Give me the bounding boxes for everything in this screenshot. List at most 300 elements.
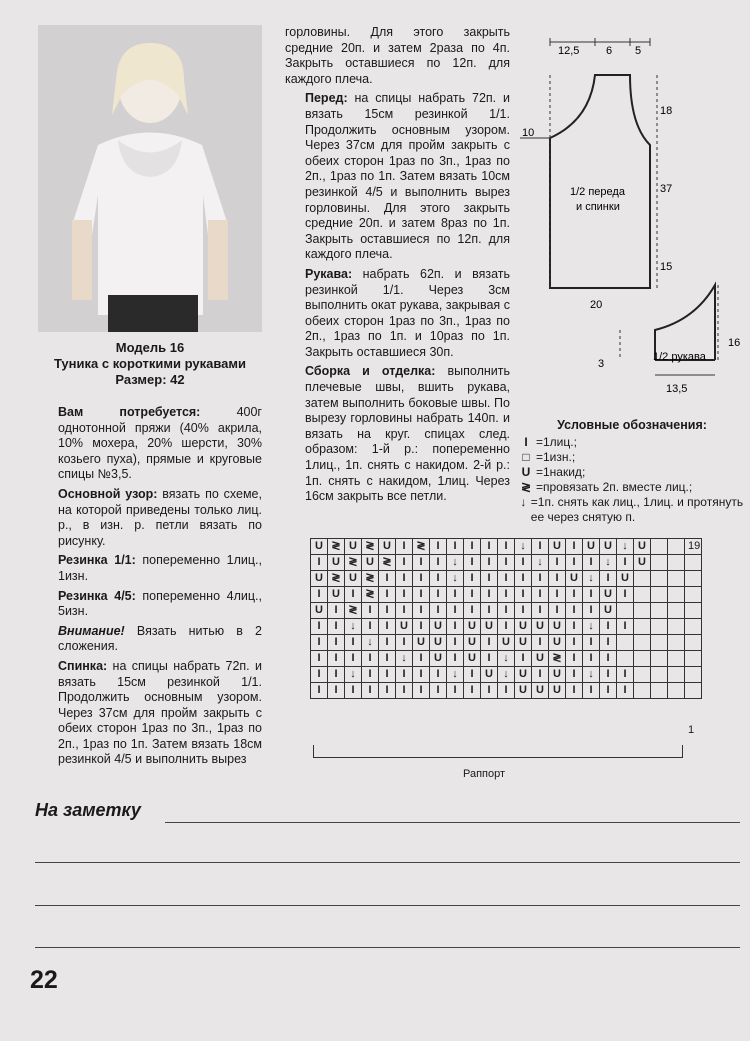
chart-cell: I	[583, 683, 600, 699]
chart-cell: I	[481, 603, 498, 619]
chart-cell: I	[498, 555, 515, 571]
chart-cell: U	[600, 603, 617, 619]
chart-cell: I	[328, 635, 345, 651]
chart-cell: I	[464, 555, 481, 571]
sleeve-dim-bottom: 13,5	[666, 383, 688, 395]
legend-text: =1изн.;	[536, 450, 576, 464]
materials-label: Вам потребуется:	[58, 405, 201, 419]
chart-cell: U	[379, 539, 396, 555]
chart-cell: I	[379, 571, 396, 587]
model-number: Модель 16	[115, 340, 185, 355]
chart-cell: I	[345, 635, 362, 651]
chart-cell: ↓	[515, 539, 532, 555]
chart-cell: I	[328, 651, 345, 667]
chart-cell: I	[532, 587, 549, 603]
chart-cell: I	[396, 555, 413, 571]
chart-cell: I	[396, 539, 413, 555]
chart-cell: ↓	[532, 555, 549, 571]
chart-cell: U	[583, 539, 600, 555]
chart-cell	[617, 635, 634, 651]
chart-cell: ↓	[345, 667, 362, 683]
chart-cell	[634, 571, 651, 587]
chart-cell: I	[515, 571, 532, 587]
chart-cell	[668, 619, 685, 635]
chart-cell: U	[566, 571, 583, 587]
chart-cell: U	[311, 539, 328, 555]
chart-cell: I	[532, 571, 549, 587]
chart-cell: ↓	[583, 619, 600, 635]
attention-text: Вязать нитью в 2 сложения.	[58, 623, 262, 654]
chart-cell: I	[413, 603, 430, 619]
knit-symbol-icon: I	[524, 435, 528, 449]
model-size: Размер: 42	[115, 372, 185, 387]
chart-cell: I	[396, 635, 413, 651]
body-label-1: 1/2 переда	[570, 186, 625, 198]
page-number: 22	[30, 966, 58, 994]
model-caption	[38, 340, 262, 388]
chart-cell: I	[600, 635, 617, 651]
chart-cell: U	[430, 651, 447, 667]
chart-cell: I	[413, 619, 430, 635]
chart-cell: U	[464, 635, 481, 651]
chart-cell: I	[430, 555, 447, 571]
chart-cell: I	[566, 667, 583, 683]
chart-cell: I	[362, 683, 379, 699]
chart-cell: I	[311, 635, 328, 651]
rib-1-1-label: Резинка 1/1:	[58, 553, 136, 568]
chart-cell	[651, 683, 668, 699]
sleeve-text: набрать 62п. и вязать резинкой 1/1. Через 3см выполнить окат рукава, закрывая с обеих сторон 1раз по 3п., 1раз по 2п., 1раз по 1п. и 10раз по 1п. Закрыть оставшиеся 30п.	[305, 266, 510, 359]
chart-cell: I	[430, 571, 447, 587]
chart-cell: I	[311, 651, 328, 667]
chart-cell: I	[379, 667, 396, 683]
chart-cell: ≷	[362, 571, 379, 587]
chart-cell: I	[379, 587, 396, 603]
chart-cell: I	[600, 651, 617, 667]
rib-4-5-label: Резинка 4/5:	[58, 588, 136, 603]
chart-cell	[651, 603, 668, 619]
chart-cell: U	[362, 555, 379, 571]
chart-cell	[651, 667, 668, 683]
chart-cell: I	[532, 603, 549, 619]
chart-cell: I	[498, 619, 515, 635]
chart-cell: ↓	[447, 667, 464, 683]
chart-cell: I	[311, 587, 328, 603]
dim-right-3: 15	[660, 261, 673, 273]
chart-cell: U	[311, 603, 328, 619]
legend-item	[518, 495, 746, 525]
chart-cell: I	[481, 571, 498, 587]
sleeve-label: Рукава:	[305, 266, 353, 281]
pattern-schematic	[520, 30, 740, 415]
chart-cell: I	[583, 635, 600, 651]
chart-cell: ≷	[413, 539, 430, 555]
chart-cell: U	[515, 635, 532, 651]
chart-cell	[685, 587, 702, 603]
chart-cell: I	[328, 667, 345, 683]
chart-cell: I	[566, 619, 583, 635]
chart-cell: I	[481, 651, 498, 667]
legend-text: =1п. снять как лиц., 1лиц. и протянуть ее через снятую п.	[530, 495, 744, 524]
chart-cell	[668, 571, 685, 587]
chart-cell	[634, 587, 651, 603]
chart-cell: I	[447, 651, 464, 667]
chart-cell: I	[396, 571, 413, 587]
chart-cell: I	[464, 667, 481, 683]
chart-cell	[651, 651, 668, 667]
skp-symbol-icon: ↓	[520, 495, 527, 509]
schematic-drawing	[520, 30, 740, 415]
chart-cell: U	[617, 571, 634, 587]
chart-cell: U	[311, 571, 328, 587]
chart-cell: U	[481, 667, 498, 683]
chart-cell: I	[600, 683, 617, 699]
chart-cell	[668, 683, 685, 699]
chart-cell: I	[396, 603, 413, 619]
chart-cell: I	[566, 555, 583, 571]
attention-label: Внимание!	[58, 623, 125, 638]
chart-cell: I	[345, 587, 362, 603]
chart-cell	[668, 603, 685, 619]
chart-cell	[651, 571, 668, 587]
chart-cell	[634, 667, 651, 683]
chart-cell: I	[566, 635, 583, 651]
legend-text: =1накид;	[536, 465, 586, 479]
chart-cell: U	[430, 635, 447, 651]
chart-cell: I	[532, 635, 549, 651]
assembly-text: выполнить плечевые швы, вшить рукава, затем выполнить боковые швы. По вырезу горловины набрать 140п. и вязать на круг. спицах след. образом: 1-й р.: попеременно 1лиц., 1п. снять с накидом. 2-й р.: 1п. снять с накидом, 1лиц. Через 16см закрыть все петли.	[305, 364, 510, 504]
chart-cell: I	[515, 603, 532, 619]
model-figure-illustration	[38, 25, 262, 332]
chart-cell: I	[362, 651, 379, 667]
dim-top-1: 12,5	[558, 45, 580, 57]
chart-cell	[685, 603, 702, 619]
chart-cell: I	[515, 587, 532, 603]
chart-cell: I	[311, 555, 328, 571]
legend-item	[518, 450, 746, 465]
knitting-chart-grid	[310, 538, 702, 699]
dim-top-3: 5	[635, 45, 642, 57]
chart-row-number-top: 19	[688, 540, 701, 552]
chart-cell	[617, 651, 634, 667]
chart-cell: I	[549, 555, 566, 571]
chart-cell: I	[447, 603, 464, 619]
chart-cell: I	[600, 619, 617, 635]
chart-cell: I	[515, 555, 532, 571]
legend-item	[518, 435, 746, 450]
chart-row	[311, 619, 702, 635]
body-label-2: и спинки	[576, 201, 620, 213]
chart-cell: ≷	[345, 603, 362, 619]
chart-cell: U	[549, 683, 566, 699]
chart-cell: I	[379, 683, 396, 699]
chart-cell	[634, 683, 651, 699]
chart-row-number-bottom: 1	[688, 724, 695, 736]
chart-cell: I	[430, 603, 447, 619]
chart-cell: I	[413, 571, 430, 587]
chart-row	[311, 651, 702, 667]
chart-cell: ↓	[498, 667, 515, 683]
chart-cell: ≷	[379, 555, 396, 571]
chart-cell: U	[532, 651, 549, 667]
chart-cell: I	[447, 635, 464, 651]
chart-cell: I	[549, 603, 566, 619]
chart-cell: I	[617, 619, 634, 635]
note-line	[35, 905, 740, 906]
chart-cell: I	[549, 587, 566, 603]
chart-cell: I	[515, 651, 532, 667]
chart-cell: I	[362, 619, 379, 635]
chart-cell: I	[413, 555, 430, 571]
chart-cell	[651, 539, 668, 555]
chart-cell: ≷	[328, 571, 345, 587]
chart-cell: I	[532, 667, 549, 683]
chart-cell: U	[549, 619, 566, 635]
chart-row	[311, 555, 702, 571]
chart-cell	[634, 603, 651, 619]
notes-title: На заметку	[35, 800, 141, 820]
sleeve-dim-left: 3	[598, 358, 605, 370]
chart-cell: I	[328, 683, 345, 699]
chart-cell: I	[583, 651, 600, 667]
dim-right-1: 18	[660, 105, 673, 117]
rapport-bracket	[313, 745, 683, 758]
chart-cell: I	[447, 619, 464, 635]
chart-cell: U	[328, 555, 345, 571]
chart-cell	[651, 555, 668, 571]
chart-cell: I	[464, 539, 481, 555]
model-photo	[38, 25, 262, 332]
chart-cell	[668, 587, 685, 603]
chart-cell: I	[498, 603, 515, 619]
chart-cell	[685, 683, 702, 699]
chart-cell: I	[396, 683, 413, 699]
chart-cell: ↓	[447, 571, 464, 587]
chart-cell: U	[464, 651, 481, 667]
chart-cell	[668, 667, 685, 683]
chart-cell: I	[413, 651, 430, 667]
chart-cell: ↓	[345, 619, 362, 635]
dim-top-2: 6	[606, 45, 613, 57]
chart-cell	[634, 651, 651, 667]
chart-cell	[634, 635, 651, 651]
chart-cell: I	[464, 683, 481, 699]
chart-cell	[668, 635, 685, 651]
legend-item	[518, 465, 746, 480]
back-label: Спинка:	[58, 658, 108, 673]
chart-cell: ≷	[362, 587, 379, 603]
chart-cell: I	[328, 619, 345, 635]
chart-cell: ↓	[362, 635, 379, 651]
chart-cell	[685, 651, 702, 667]
chart-cell: U	[515, 619, 532, 635]
chart-cell: I	[617, 555, 634, 571]
chart-cell: I	[362, 603, 379, 619]
chart-cell: ≷	[328, 539, 345, 555]
chart-cell	[651, 635, 668, 651]
chart-cell: U	[515, 683, 532, 699]
chart-cell: U	[430, 619, 447, 635]
chart-cell: I	[447, 539, 464, 555]
chart-cell: U	[481, 619, 498, 635]
chart-cell: I	[498, 587, 515, 603]
chart-cell: U	[600, 539, 617, 555]
rib-1-1-text: попеременно 1лиц., 1изн.	[58, 553, 262, 583]
note-line	[35, 862, 740, 863]
chart-cell	[617, 603, 634, 619]
chart-cell: I	[617, 683, 634, 699]
chart-cell: U	[532, 683, 549, 699]
chart-cell	[685, 635, 702, 651]
chart-cell: I	[311, 667, 328, 683]
sleeve-piece-label: 1/2 рукава	[653, 351, 706, 363]
chart-cell: U	[413, 635, 430, 651]
chart-cell: I	[566, 539, 583, 555]
chart-cell: ↓	[617, 539, 634, 555]
chart-cell: I	[430, 539, 447, 555]
chart-cell: I	[413, 683, 430, 699]
chart-cell: U	[396, 619, 413, 635]
note-line	[35, 947, 740, 948]
chart-cell: I	[345, 651, 362, 667]
chart-cell: I	[362, 667, 379, 683]
chart-cell: I	[396, 587, 413, 603]
chart-cell: U	[345, 539, 362, 555]
chart-row	[311, 539, 702, 555]
chart-cell: I	[532, 539, 549, 555]
chart-cell: U	[498, 635, 515, 651]
chart-cell	[685, 571, 702, 587]
chart-cell: I	[328, 603, 345, 619]
front-label: Перед:	[305, 91, 348, 106]
chart-cell: U	[549, 539, 566, 555]
chart-cell: ≷	[362, 539, 379, 555]
chart-cell: I	[600, 571, 617, 587]
chart-cell: I	[379, 635, 396, 651]
chart-row	[311, 635, 702, 651]
chart-cell: U	[532, 619, 549, 635]
chart-cell: ≷	[345, 555, 362, 571]
main-pattern-text: вязать по схеме, на которой приведены только лиц. р., в изн. р. петли вязать по рисунку.	[58, 486, 262, 548]
chart-cell: I	[566, 587, 583, 603]
chart-cell: I	[345, 683, 362, 699]
chart-cell: I	[617, 667, 634, 683]
chart-cell: I	[430, 587, 447, 603]
chart-cell: ↓	[600, 555, 617, 571]
k2tog-symbol-icon: ≷	[520, 480, 532, 494]
chart-cell	[668, 539, 685, 555]
chart-cell: U	[549, 667, 566, 683]
chart-cell: I	[379, 603, 396, 619]
chart-row	[311, 571, 702, 587]
chart-cell: ↓	[583, 667, 600, 683]
yarn-over-symbol-icon: U	[521, 465, 531, 479]
note-line	[165, 822, 740, 823]
chart-cell: I	[566, 603, 583, 619]
instructions-column-1	[38, 405, 262, 772]
chart-cell: I	[396, 667, 413, 683]
chart-cell	[668, 651, 685, 667]
chart-cell: U	[464, 619, 481, 635]
dim-bottom: 20	[590, 299, 603, 311]
chart-cell: I	[481, 539, 498, 555]
chart-cell: I	[379, 619, 396, 635]
chart-cell: I	[583, 603, 600, 619]
chart-cell: I	[583, 587, 600, 603]
back-text: на спицы набрать 72п. и вязать 15см резинкой 1/1. Продолжить основным узором. Через 37см для пройм закрыть с обеих сторон 1раз по 3п., 1раз по 2п., 1раз по 1п. Затем вязать 18см резинкой 4/5 и выполнить вырез	[58, 658, 262, 767]
legend-text: =провязать 2п. вместе лиц.;	[536, 480, 693, 494]
chart-cell: ≷	[549, 651, 566, 667]
chart-cell: I	[566, 651, 583, 667]
chart-row	[311, 603, 702, 619]
model-title: Туника с короткими рукавами	[53, 356, 247, 371]
dim-left: 10	[522, 127, 535, 139]
chart-cell: I	[617, 587, 634, 603]
chart-cell: I	[481, 587, 498, 603]
chart-cell: I	[464, 603, 481, 619]
chart-cell: U	[328, 587, 345, 603]
chart-cell: U	[345, 571, 362, 587]
chart-cell: ↓	[498, 651, 515, 667]
chart-cell	[651, 587, 668, 603]
symbol-legend	[518, 418, 746, 525]
materials-text: 400г однотонной пряжи (40% акрила, 10% мохера, 20% шерсти, 30% козьего пуха), прямые и круговые спицы №3,5.	[58, 405, 262, 482]
chart-cell: I	[413, 587, 430, 603]
chart-cell	[685, 619, 702, 635]
chart-cell: U	[634, 539, 651, 555]
chart-cell: I	[430, 683, 447, 699]
chart-cell: I	[549, 571, 566, 587]
chart-cell: U	[634, 555, 651, 571]
chart-cell	[634, 619, 651, 635]
chart-cell: I	[447, 587, 464, 603]
chart-cell: I	[311, 683, 328, 699]
chart-row	[311, 683, 702, 699]
chart-row	[311, 587, 702, 603]
chart-cell: U	[515, 667, 532, 683]
chart-cell: I	[413, 667, 430, 683]
purl-symbol-icon: □	[522, 450, 530, 464]
chart-cell: I	[379, 651, 396, 667]
legend-item	[518, 480, 746, 495]
chart-cell: I	[498, 539, 515, 555]
legend-title: Условные обозначения:	[557, 418, 707, 432]
chart-cell: U	[549, 635, 566, 651]
main-pattern-label: Основной узор:	[58, 486, 158, 501]
rib-4-5-text: попеременно 4лиц., 5изн.	[58, 588, 262, 619]
sleeve-dim-right: 16	[728, 337, 740, 349]
back-text-continued: горловины. Для этого закрыть средние 20п. и затем 2раза по 4п. Закрыть оставшиеся по 12п. для каждого плеча.	[285, 25, 510, 86]
chart-cell: I	[498, 683, 515, 699]
chart-row	[311, 667, 702, 683]
chart-cell: I	[464, 571, 481, 587]
chart-cell: I	[311, 619, 328, 635]
chart-cell: I	[481, 635, 498, 651]
rapport-label: Раппорт	[463, 768, 506, 780]
chart-cell: ↓	[396, 651, 413, 667]
chart-cell: I	[583, 555, 600, 571]
legend-text: =1лиц.;	[536, 435, 577, 449]
chart-cell	[685, 555, 702, 571]
chart-cell: I	[447, 683, 464, 699]
chart-cell: I	[481, 683, 498, 699]
front-text: на спицы набрать 72п. и вязать 15см резинкой 1/1. Продолжить основным узором. Через 37см для пройм закрыть с обеих сторон 1раз по 3п., 1раз по 2п., 1раз по 1п. Затем вязать 10см резинкой 4/5 и выполнить вырез горловины. Для этого закрыть средние 20п. и затем 8раз по 1п. Закрыть оставшиеся по 12п. для каждого плеча.	[305, 91, 510, 262]
chart-cell	[685, 667, 702, 683]
chart-cell: I	[600, 667, 617, 683]
knitting-chart	[310, 538, 702, 699]
instructions-column-2	[285, 25, 510, 509]
chart-cell: I	[481, 555, 498, 571]
